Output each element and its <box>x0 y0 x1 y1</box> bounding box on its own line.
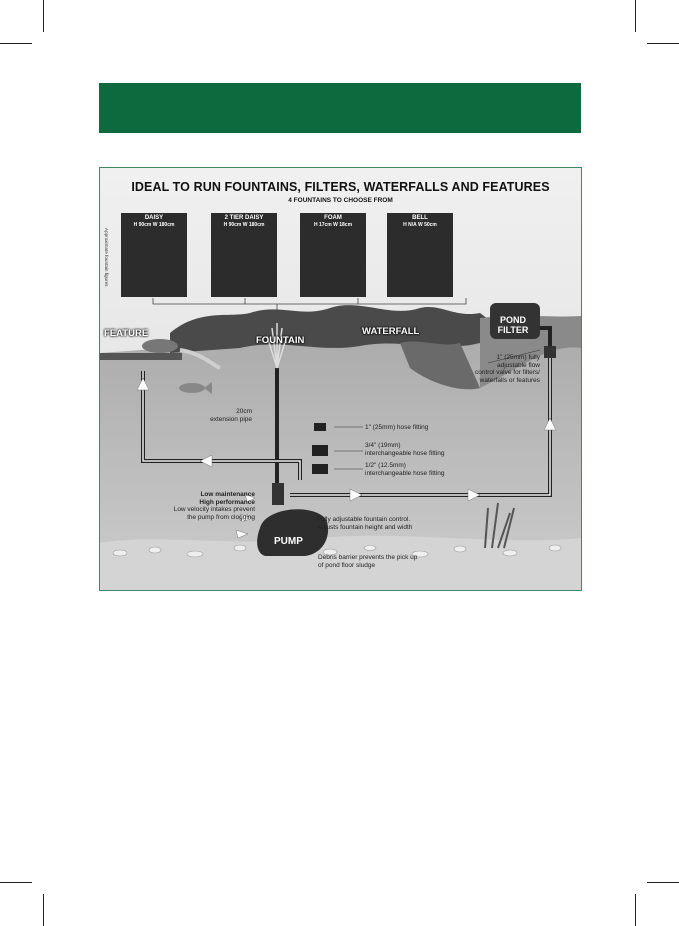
note-line: 1" (25mm) fully <box>496 354 540 361</box>
crop-mark <box>635 0 636 32</box>
frog-feature <box>142 339 178 353</box>
crop-mark <box>0 882 32 883</box>
fountain-dims: H 17cm W 18cm <box>313 222 353 228</box>
hose-fitting-3-note <box>365 462 445 477</box>
fountain-name: DAISY <box>144 215 164 221</box>
fountain-name: FOAM <box>324 215 342 221</box>
hose-fittings <box>312 423 328 474</box>
note-line: the pump from clogging <box>187 513 255 521</box>
crop-mark <box>43 894 44 926</box>
hose-fitting-1-note: 1" (25mm) hose fitting <box>365 424 429 431</box>
fountain-card-bell <box>387 213 453 297</box>
debris-barrier-note <box>318 554 417 569</box>
diagram-title: IDEAL TO RUN FOUNTAINS, FILTERS, WATERFALLS AND FEATURES <box>131 180 550 194</box>
fountain-dims: H 90cm W 180cm <box>223 222 265 228</box>
fountain-card-foam <box>300 213 366 297</box>
pond-filter-line-1: POND <box>499 315 526 325</box>
waterfall-label: WATERFALL <box>362 326 420 337</box>
note-line: interchangeable hose fitting <box>365 469 445 477</box>
note-line: 1/2" (12.5mm) <box>365 462 406 469</box>
note-line: 20cm <box>236 408 252 415</box>
valve-note <box>440 354 540 384</box>
side-label: Approximate fountain figures <box>104 228 109 287</box>
feature-ledge <box>100 353 182 360</box>
fountain-control-note <box>317 516 412 531</box>
note-line: Low velocity intakes prevent <box>173 506 255 513</box>
note-line: extension pipe <box>210 415 252 423</box>
flow-valve <box>544 346 556 358</box>
note-line: of pond floor sludge <box>318 561 376 569</box>
crop-mark <box>635 894 636 926</box>
note-line: Low maintenance <box>200 491 255 498</box>
hose-fitting-2-note <box>365 442 445 457</box>
crop-mark <box>647 43 679 44</box>
fountain-dims: H 90cm W 180cm <box>133 222 175 228</box>
fountain-card-2-tier-daisy <box>211 213 277 297</box>
crop-mark <box>0 43 32 44</box>
pond-filter-line-2: FILTER <box>497 325 529 335</box>
note-line: Adjusts fountain height and width <box>317 523 413 531</box>
fountain-name: BELL <box>412 215 428 221</box>
extension-pipe-note <box>190 408 252 423</box>
crop-mark <box>647 882 679 883</box>
note-line: interchangeable hose fitting <box>365 449 445 457</box>
pond-diagram <box>99 167 582 591</box>
pump-label: PUMP <box>274 536 303 547</box>
note-line: Debris barrier prevents the pick up <box>318 554 418 561</box>
pond-filter-label <box>493 315 533 335</box>
fountain-card-daisy <box>121 213 187 297</box>
diagram-subtitle: 4 FOUNTAINS TO CHOOSE FROM <box>288 197 393 204</box>
note-line: control valve for filters/ <box>474 369 540 376</box>
fountain-name: 2 TIER DAISY <box>224 215 264 221</box>
note-line: adjustable flow <box>497 361 540 369</box>
low-maintenance-note <box>120 491 255 521</box>
note-line: High performance <box>199 498 255 506</box>
note-line: Fully adjustable fountain control. <box>317 516 411 523</box>
fountain-dims: H N/A W 50cm <box>403 222 437 228</box>
note-line: waterfalls or features <box>479 376 540 384</box>
note-line: 3/4" (19mm) <box>365 442 401 449</box>
fountain-label: FOUNTAIN <box>256 335 305 346</box>
header-banner <box>99 83 581 133</box>
crop-mark <box>43 0 44 32</box>
feature-label: FEATURE <box>104 328 149 339</box>
fish <box>179 383 205 393</box>
